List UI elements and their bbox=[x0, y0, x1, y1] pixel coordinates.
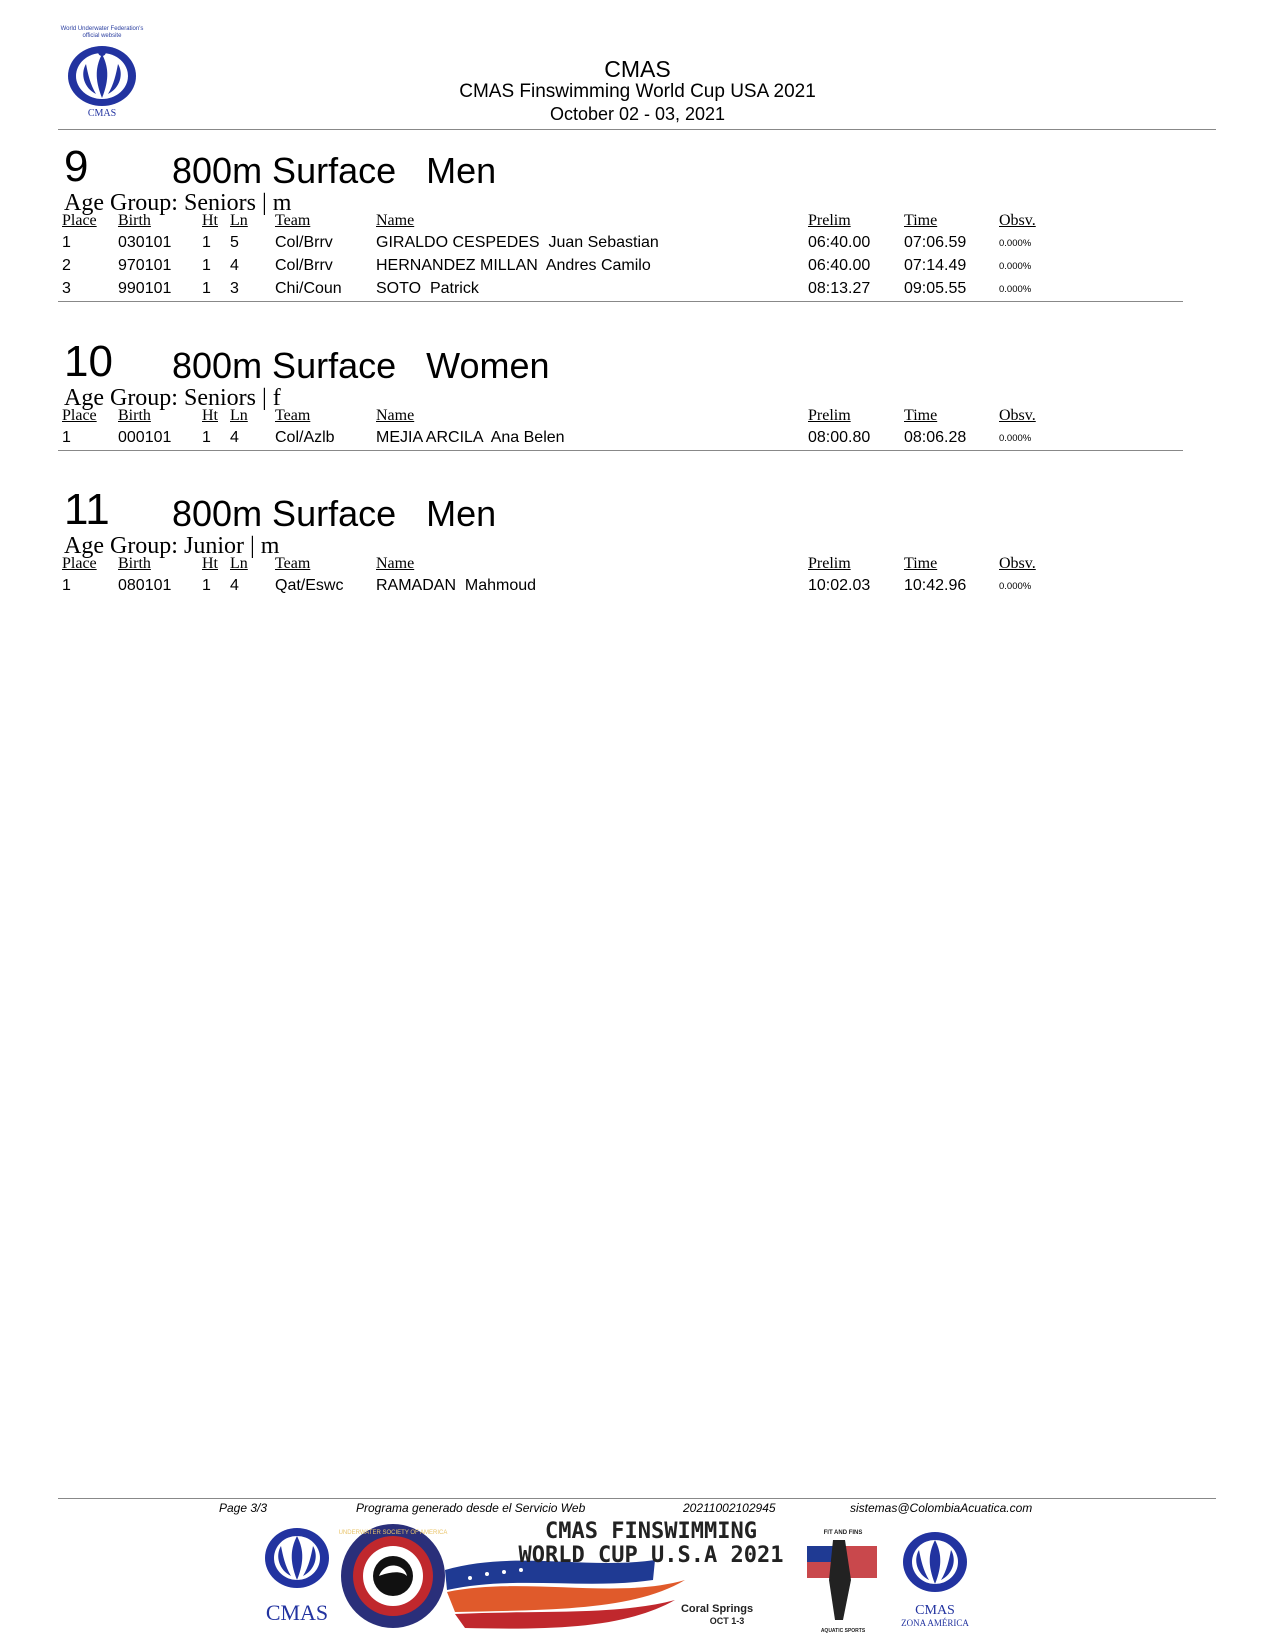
cell-obsv: 0.000% bbox=[999, 284, 1032, 295]
cell-obsv: 0.000% bbox=[999, 433, 1032, 444]
cell-name: GIRALDO CESPEDES Juan Sebastian bbox=[376, 234, 659, 251]
cell-time: 09:05.55 bbox=[904, 280, 967, 297]
col-team: Team bbox=[275, 555, 311, 572]
col-ht: Ht bbox=[202, 212, 218, 229]
cell-birth: 030101 bbox=[118, 234, 172, 251]
cell-obsv: 0.000% bbox=[999, 238, 1032, 249]
col-time: Time bbox=[904, 407, 938, 424]
cell-ht: 1 bbox=[202, 577, 211, 594]
event-title: 800m Surface Men bbox=[172, 493, 497, 534]
cell-obsv: 0.000% bbox=[999, 261, 1032, 272]
fit-and-fins-logo bbox=[807, 1530, 877, 1634]
sponsor-banner bbox=[255, 1520, 1025, 1642]
cell-birth: 990101 bbox=[118, 280, 172, 297]
cmas-banner-text: CMAS bbox=[265, 1600, 329, 1625]
cell-ht: 1 bbox=[202, 257, 211, 274]
header-divider bbox=[58, 129, 1216, 130]
cell-birth: 970101 bbox=[118, 257, 172, 274]
cell-name: SOTO Patrick bbox=[376, 280, 479, 297]
banner-title-line2: WORLD CUP U.S.A 2021 bbox=[518, 1543, 784, 1568]
col-birth: Birth bbox=[118, 555, 151, 572]
cell-place: 1 bbox=[62, 234, 71, 251]
cell-prelim: 08:13.27 bbox=[808, 280, 871, 297]
cell-ht: 1 bbox=[202, 234, 211, 251]
age-group: Age Group: Seniors | m bbox=[64, 190, 292, 216]
col-name: Name bbox=[376, 407, 415, 424]
underwater-society-seal bbox=[339, 1524, 448, 1628]
cell-obsv: 0.000% bbox=[999, 581, 1032, 592]
cell-prelim: 06:40.00 bbox=[808, 234, 871, 251]
col-prelim: Prelim bbox=[808, 212, 851, 229]
col-ht: Ht bbox=[202, 555, 218, 572]
section-divider bbox=[58, 450, 1183, 451]
cell-place: 1 bbox=[62, 577, 71, 594]
footer-divider bbox=[58, 1498, 1216, 1499]
fit-bottom-text: AQUATIC SPORTS bbox=[820, 1628, 866, 1634]
col-place: Place bbox=[62, 555, 97, 572]
cell-place: 1 bbox=[62, 429, 71, 446]
footer-generated: Programa generado desde el Servicio Web bbox=[356, 1501, 586, 1515]
cell-prelim: 10:02.03 bbox=[808, 577, 871, 594]
col-ht: Ht bbox=[202, 407, 218, 424]
cell-ht: 1 bbox=[202, 429, 211, 446]
col-place: Place bbox=[62, 407, 97, 424]
logo-caption: World Underwater Federation's official website bbox=[60, 26, 144, 39]
banner-dates: OCT 1-3 bbox=[709, 1616, 745, 1626]
event-number: 11 bbox=[64, 485, 110, 534]
organization-title: CMAS bbox=[604, 56, 671, 82]
event-title: CMAS Finswimming World Cup USA 2021 bbox=[459, 81, 816, 102]
seal-text: UNDERWATER SOCIETY OF AMERICA bbox=[338, 1530, 448, 1536]
cmas-banner-logo bbox=[265, 1528, 329, 1625]
cell-time: 10:42.96 bbox=[904, 577, 967, 594]
cell-place: 2 bbox=[62, 257, 71, 274]
flag-swoosh bbox=[445, 1560, 685, 1629]
cell-name: HERNANDEZ MILLAN Andres Camilo bbox=[376, 257, 651, 274]
col-team: Team bbox=[275, 212, 311, 229]
col-obsv: Obsv. bbox=[999, 212, 1036, 229]
event-dates: October 02 - 03, 2021 bbox=[549, 104, 726, 124]
col-ln: Ln bbox=[230, 407, 248, 424]
footer-page: Page 3/3 bbox=[219, 1501, 268, 1515]
event-number: 9 bbox=[64, 142, 89, 191]
col-place: Place bbox=[62, 212, 97, 229]
cell-ln: 4 bbox=[230, 577, 239, 594]
cell-ln: 3 bbox=[230, 280, 239, 297]
col-time: Time bbox=[904, 555, 938, 572]
cell-name: MEJIA ARCILA Ana Belen bbox=[376, 429, 565, 446]
fit-top-text: FIT AND FINS bbox=[823, 1530, 863, 1536]
cell-team: Col/Brrv bbox=[275, 234, 333, 251]
section-divider bbox=[58, 301, 1183, 302]
col-prelim: Prelim bbox=[808, 555, 851, 572]
event-title: 800m Surface Men bbox=[172, 150, 497, 191]
cell-ln: 4 bbox=[230, 257, 239, 274]
col-name: Name bbox=[376, 555, 415, 572]
cell-time: 07:06.59 bbox=[904, 234, 967, 251]
cell-team: Qat/Eswc bbox=[275, 577, 344, 594]
col-birth: Birth bbox=[118, 212, 151, 229]
cell-place: 3 bbox=[62, 280, 71, 297]
age-group: Age Group: Seniors | f bbox=[64, 385, 281, 411]
cell-prelim: 06:40.00 bbox=[808, 257, 871, 274]
footer-email: sistemas@ColombiaAcuatica.com bbox=[850, 1501, 1033, 1515]
col-name: Name bbox=[376, 212, 415, 229]
col-obsv: Obsv. bbox=[999, 407, 1036, 424]
cell-time: 07:14.49 bbox=[904, 257, 967, 274]
cell-name: RAMADAN Mahmoud bbox=[376, 577, 537, 594]
col-birth: Birth bbox=[118, 407, 151, 424]
banner-title-line1: CMAS FINSWIMMING bbox=[545, 1520, 757, 1544]
cell-time: 08:06.28 bbox=[904, 429, 967, 446]
cell-birth: 000101 bbox=[118, 429, 172, 446]
col-obsv: Obsv. bbox=[999, 555, 1036, 572]
cell-birth: 080101 bbox=[118, 577, 172, 594]
col-ln: Ln bbox=[230, 555, 248, 572]
col-ln: Ln bbox=[230, 212, 248, 229]
cell-ln: 5 bbox=[230, 234, 239, 251]
cell-prelim: 08:00.80 bbox=[808, 429, 871, 446]
col-prelim: Prelim bbox=[808, 407, 851, 424]
footer-code: 20211002102945 bbox=[683, 1501, 776, 1515]
zona-america-text: ZONA AMÉRICA bbox=[901, 1618, 969, 1628]
age-group: Age Group: Junior | m bbox=[64, 533, 280, 559]
zona-cmas-text: CMAS bbox=[915, 1603, 955, 1618]
cell-team: Col/Brrv bbox=[275, 257, 333, 274]
logo-text: CMAS bbox=[87, 108, 117, 119]
event-title: 800m Surface Women bbox=[172, 345, 550, 386]
event-number: 10 bbox=[64, 337, 113, 386]
col-time: Time bbox=[904, 212, 938, 229]
col-team: Team bbox=[275, 407, 311, 424]
banner-location: Coral Springs bbox=[680, 1603, 754, 1615]
cell-team: Chi/Coun bbox=[275, 280, 342, 297]
cell-ht: 1 bbox=[202, 280, 211, 297]
cell-team: Col/Azlb bbox=[275, 429, 335, 446]
cell-ln: 4 bbox=[230, 429, 239, 446]
cmas-zona-america-logo bbox=[901, 1532, 969, 1628]
